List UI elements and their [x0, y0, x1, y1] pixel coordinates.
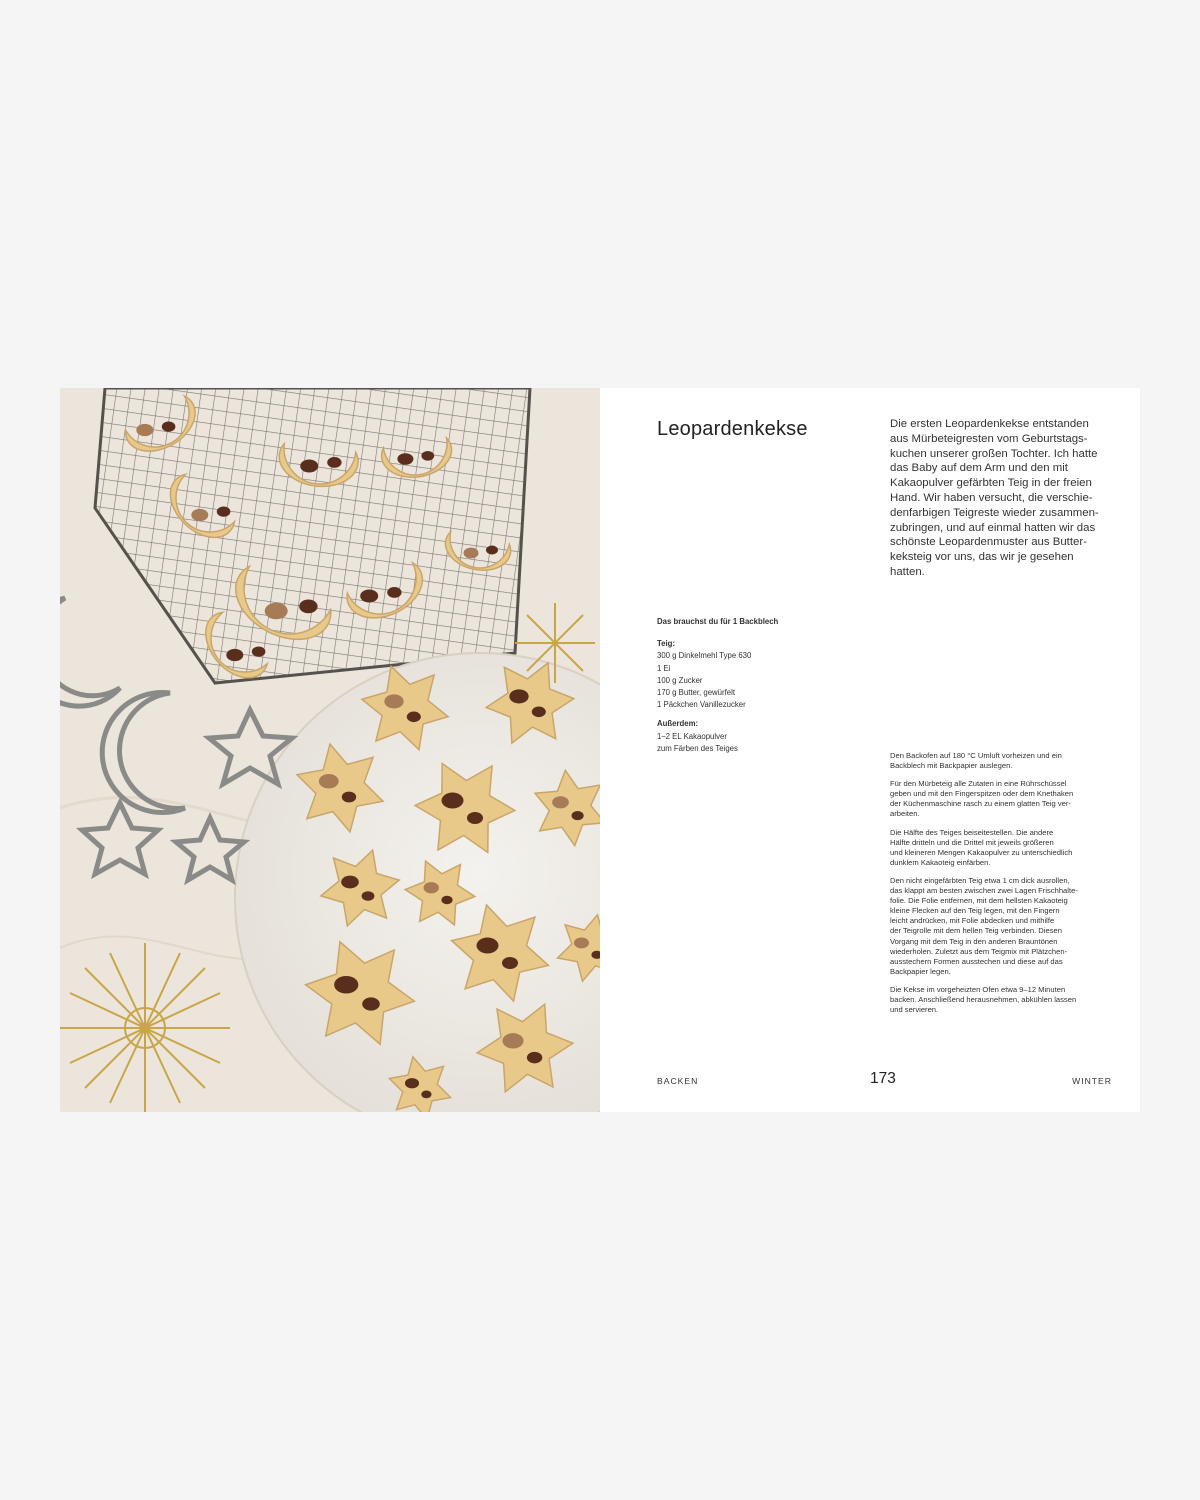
cookie-spot	[441, 896, 452, 904]
cookie-spot	[574, 937, 589, 948]
ingredients-heading: Das brauchst du für 1 Backblech	[657, 617, 779, 626]
instruction-step: Den Backofen auf 180 °C Umluft vorheizen und ein Backblech mit Backpapier auslegen.	[890, 751, 1062, 771]
cookie-spot	[191, 509, 208, 521]
recipe-title: Leopardenkekse	[657, 418, 808, 440]
instruction-step: Den nicht eingefärbten Teig etwa 1 cm dick ausrollen, das klappt am besten zwischen zwei Lagen Frischhalte- folie. Die Folie entfernen, mit dem hellsten Kakaoteig kleine Flecken auf den Teig legen, mit den Fingern leicht andrücken, mit Folie abdecken und mithilfe der Teigrolle mit dem hellen Teig verbinden. Diesen Vorgang mit dem Teig in den anderen Brauntönen wiederholen. Zuletzt aus dem Teigmix mit Plätzchen- ausstechern Formen ausstechen und diese auf das Backpapier legen.	[890, 875, 1078, 976]
ingredient-item: 100 g Zucker	[657, 675, 703, 685]
footer-chapter-label: WINTER	[1072, 1076, 1112, 1086]
cookie-spot	[299, 600, 317, 614]
ingredient-item: 1 Päckchen Vanillezucker	[657, 700, 746, 710]
cookie-spot	[397, 453, 413, 465]
extra-label: Außerdem:	[657, 719, 699, 729]
cookie-spot	[162, 422, 176, 432]
cookie-spot	[442, 793, 464, 809]
cookie-spot	[362, 891, 375, 901]
cookie-spot	[319, 774, 339, 788]
cookie-spot	[405, 1078, 419, 1088]
cookie-spot	[502, 957, 518, 969]
cookie-spot	[341, 876, 359, 889]
cookie-spot	[552, 796, 569, 808]
cookie-spot	[424, 882, 439, 893]
cookie-spot	[407, 712, 421, 723]
cookie-spot	[252, 647, 266, 657]
ingredient-item: 170 g Butter, gewürfelt	[657, 688, 736, 698]
instruction-step: Für den Mürbeteig alle Zutaten in eine Rührschüssel geben und mit den Fingerspitzen oder dem Knethaken der Küchenmaschine rasch zu einem glatten Teig ver- arbeiten.	[890, 779, 1074, 819]
cookie-spot	[464, 548, 479, 559]
ingredient-item: 1–2 EL Kakaopulver	[657, 731, 727, 741]
dough-label: Teig:	[657, 639, 676, 649]
cookie-spot	[527, 1052, 542, 1064]
cookie-spot	[477, 938, 499, 954]
instruction-step: Die Hälfte des Teiges beiseitestellen. Die andere Hälfte dritteln und die Drittel mit jeweils größeren und kleineren Mengen Kakaopulver zu unterschiedlich dunklem Kakaoteig einfärben.	[890, 827, 1073, 867]
instruction-step: Die Kekse im vorgeheizten Ofen etwa 9–12 Minuten backen. Anschließend herausnehmen, abkühlen lassen und servieren.	[890, 984, 1077, 1015]
cookie-spot	[362, 997, 380, 1010]
extra-group	[657, 718, 857, 755]
footer-section-label: BACKEN	[657, 1076, 699, 1086]
cookie-spot	[421, 451, 434, 461]
cookie-spot	[265, 603, 288, 620]
cookie-spot	[502, 1033, 523, 1048]
cookies-photo	[60, 388, 600, 1112]
cookie-spot	[532, 707, 546, 718]
cookie-spot	[226, 649, 243, 661]
cookie-spot	[300, 460, 318, 473]
cookie-spot	[342, 792, 356, 803]
ingredient-item: 300 g Dinkelmehl Type 630	[657, 651, 752, 661]
cookie-spot	[334, 976, 358, 994]
recipe-photo	[60, 388, 600, 1112]
cookie-spot	[421, 1091, 431, 1099]
instruction-steps	[890, 751, 1122, 1023]
cookie-spot	[572, 811, 584, 820]
ingredient-list	[657, 616, 857, 762]
ingredient-item: zum Färben des Teiges	[657, 743, 738, 753]
cookie-spot	[136, 424, 153, 436]
cookie-spot	[467, 812, 483, 824]
cookie-spot	[486, 546, 498, 555]
dough-group	[657, 638, 857, 711]
cookie-spot	[327, 457, 341, 468]
ingredient-item: 1 Ei	[657, 663, 671, 673]
page-number: 173	[870, 1070, 896, 1087]
cookie-spot	[387, 587, 401, 598]
cookie-spot	[384, 694, 403, 708]
cookie-spot	[509, 689, 528, 703]
recipe-page	[600, 388, 1140, 1112]
recipe-intro: Die ersten Leopardenkekse entstanden aus Mürbeteigresten vom Geburtstags- kuchen unserer großen Tochter. Ich hatte das Baby auf dem Arm und den mit Kakaopulver gefärbten Teig in der freien Hand. Wir haben versucht, die verschie- denfarbigen Teigreste wieder zusammen- zubringen, und auf einmal hatten wir das schönste Leopardenmuster aus Butter- keksteig vor uns, das wir je gesehen hatten.	[890, 418, 1099, 578]
book-spread	[60, 388, 1140, 1112]
cookie-spot	[360, 590, 378, 603]
cookie-spot	[217, 507, 231, 517]
